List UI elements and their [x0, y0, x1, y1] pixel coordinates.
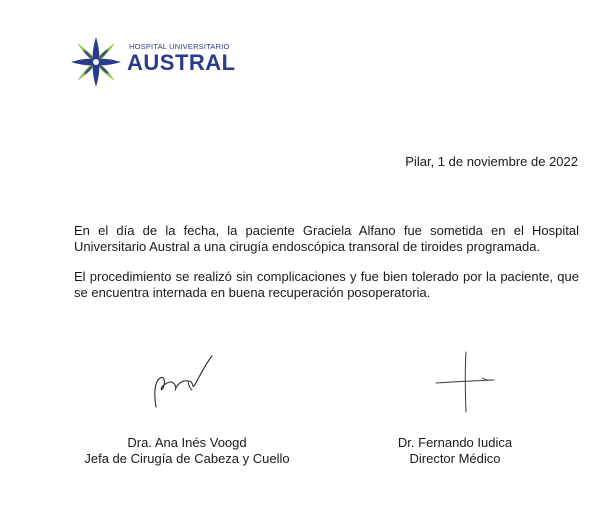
signer-left-title: Jefa de Cirugía de Cabeza y Cuello — [84, 451, 290, 466]
signer-left-name: Dra. Ana Inés Voogd — [127, 435, 247, 450]
signer-right-name: Dr. Fernando Iudica — [397, 435, 513, 450]
signer-left — [62, 435, 312, 467]
logo-subtitle: HOSPITAL UNIVERSITARIO — [129, 42, 230, 51]
signature-right — [432, 350, 502, 416]
logo-title: AUSTRAL — [127, 50, 236, 75]
signature-left — [148, 352, 218, 412]
signer-right — [355, 435, 555, 467]
flower-star-icon — [70, 36, 122, 88]
hospital-logo — [70, 36, 240, 88]
letter-paragraph-2: El procedimiento se realizó sin complicaciones y fue bien tolerado por la paciente, que se encuentra internada en buena recuperación posoperatoria. — [74, 269, 579, 300]
letter-date: Pilar, 1 de noviembre de 2022 — [405, 154, 578, 169]
signer-right-title: Director Médico — [409, 451, 501, 466]
letter-paragraph-1: En el día de la fecha, la paciente Graciela Alfano fue sometida en el Hospital Universitario Austral a una cirugía endoscópica transoral de tiroides programada. — [74, 223, 579, 254]
